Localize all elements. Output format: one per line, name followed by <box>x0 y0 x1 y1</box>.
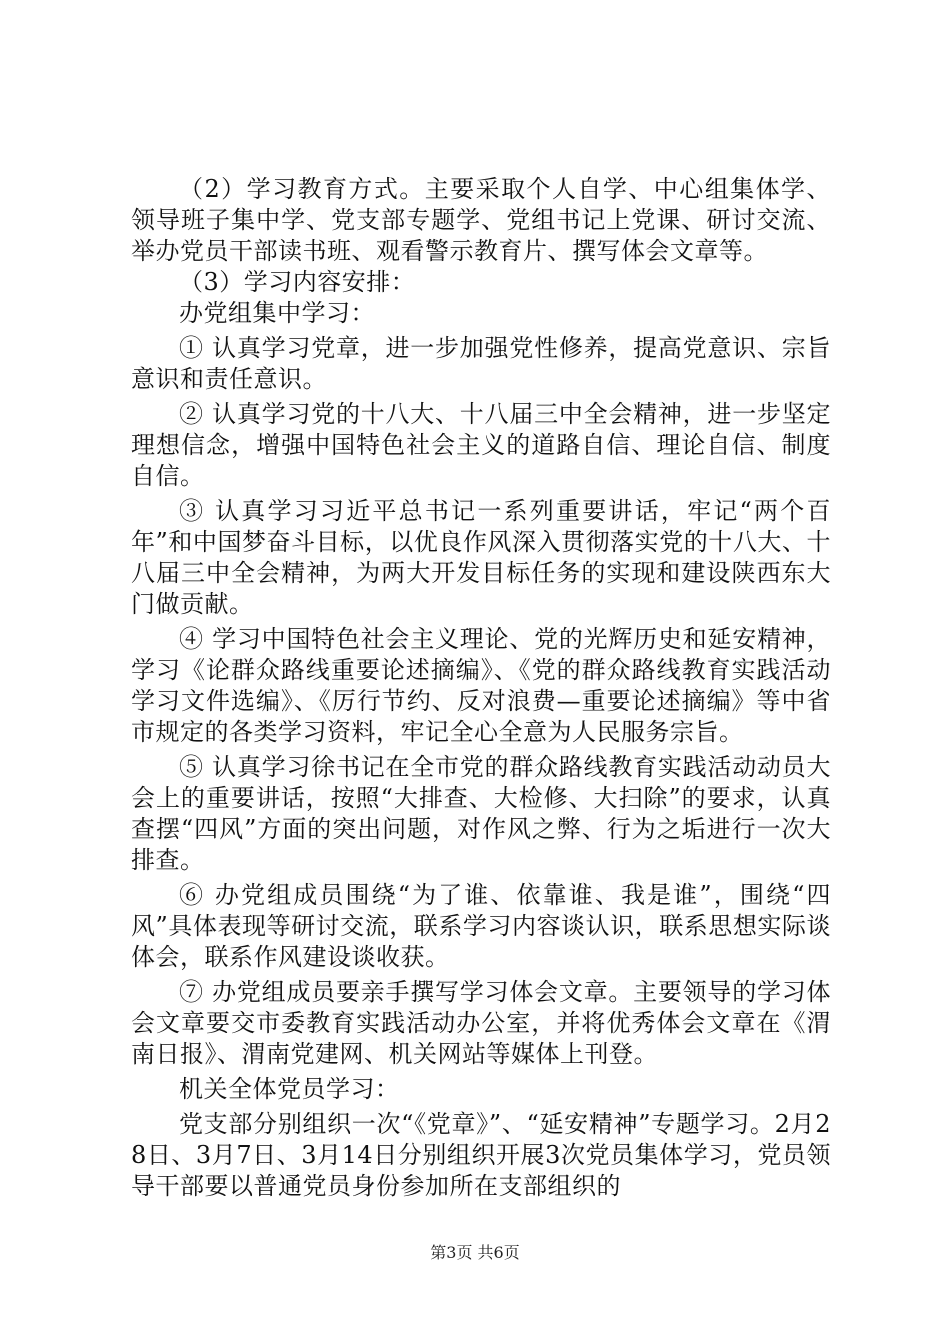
paragraph-item-7: ⑦ 办党组成员要亲手撰写学习体会文章。主要领导的学习体会文章要交市委教育实践活动办公室，并将优秀体会文章在《渭南日报》、渭南党建网、机关网站等媒体上刊登。 <box>131 978 831 1068</box>
paragraph-item-5: ⑤ 认真学习徐书记在全市党的群众路线教育实践活动动员大会上的重要讲话，按照“大排查、大检修、大扫除”的要求，认真查摆“四风”方面的突出问题，对作风之弊、行为之垢进行一次大排查。 <box>131 753 831 874</box>
paragraph-item-4: ④ 学习中国特色社会主义理论、党的光辉历史和延安精神，学习《论群众路线重要论述摘编》、《党的群众路线教育实践活动学习文件选编》、《厉行节约、反对浪费—重要论述摘编》等中省市规定的各类学习资料，牢记全心全意为人民服务宗旨。 <box>131 625 831 746</box>
paragraph-branch-study: 党支部分别组织一次“《党章》”、“延安精神”专题学习。2月28日、3月7日、3月14日分别组织开展3次党员集体学习，党员领导干部要以普通党员身份参加所在支部组织的 <box>131 1110 831 1200</box>
paragraph-party-group-study: 办党组集中学习： <box>179 299 375 327</box>
paragraph-item-2: ② 认真学习党的十八大、十八届三中全会精神，进一步坚定理想信念，增强中国特色社会主义的道路自信、理论自信、制度自信。 <box>131 400 831 490</box>
paragraph-study-method: （2）学习教育方式。主要采取个人自学、中心组集体学、领导班子集中学、党支部专题学、党组书记上党课、研讨交流、举办党员干部读书班、观看警示教育片、撰写体会文章等。 <box>131 175 831 265</box>
paragraph-item-1: ① 认真学习党章，进一步加强党性修养，提高党意识、宗旨意识和责任意识。 <box>131 334 831 393</box>
document-body <box>131 174 831 1202</box>
paragraph-item-6: ⑥ 办党组成员围绕“为了谁、依靠谁、我是谁”，围绕“四风”具体表现等研讨交流，联系学习内容谈认识，联系思想实际谈体会，联系作风建设谈收获。 <box>131 881 831 971</box>
paragraph-item-3: ③ 认真学习习近平总书记一系列重要讲话，牢记“两个百年”和中国梦奋斗目标，以优良作风深入贯彻落实党的十八大、十八届三中全会精神，为两大开发目标任务的实现和建设陕西东大门做贡献。 <box>131 497 831 618</box>
page-number-footer: 第3页 共6页 <box>430 1243 520 1262</box>
paragraph-content-arrangement: （3）学习内容安排： <box>179 268 416 296</box>
paragraph-all-members-study: 机关全体党员学习： <box>179 1075 400 1103</box>
